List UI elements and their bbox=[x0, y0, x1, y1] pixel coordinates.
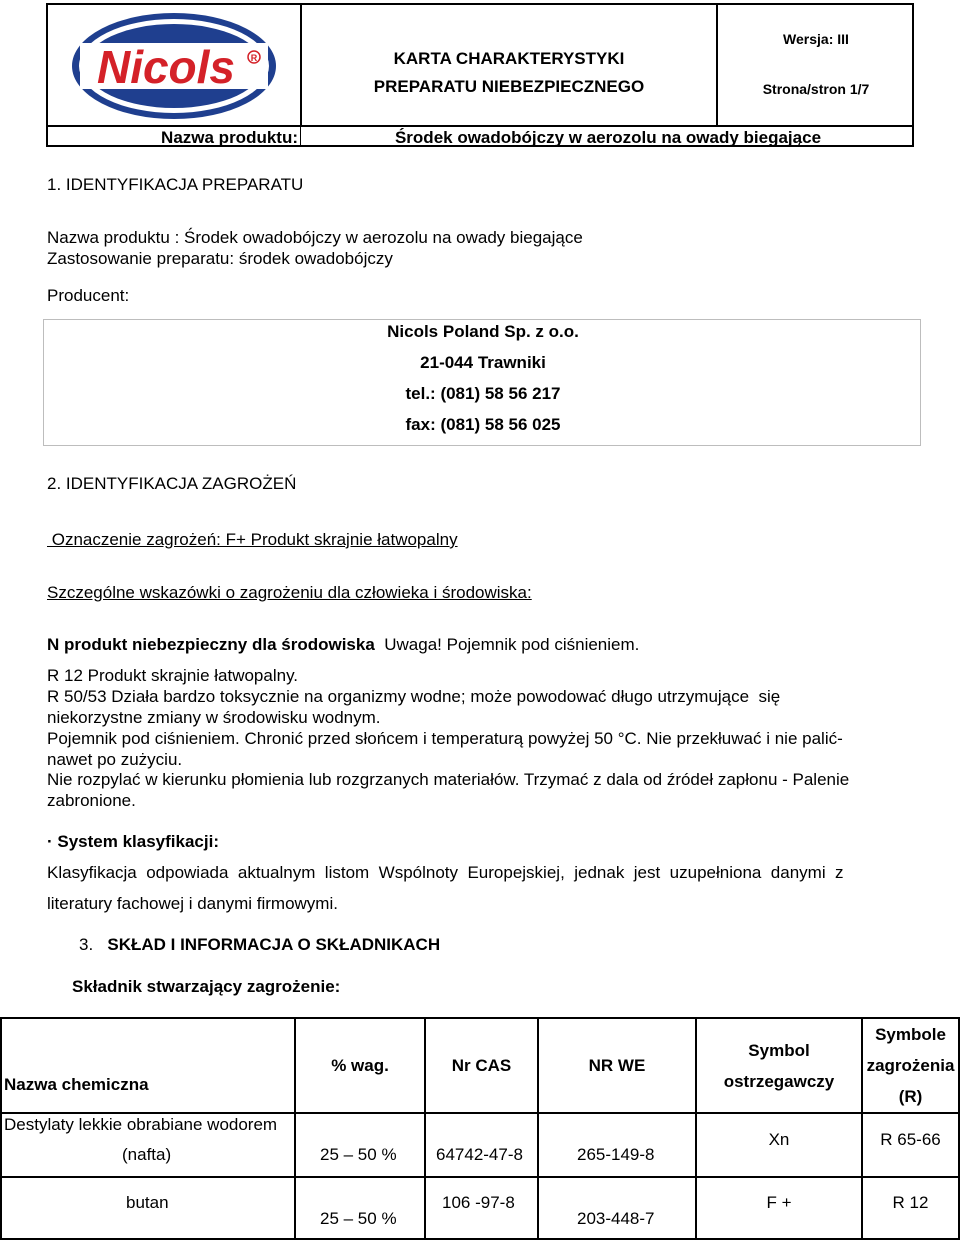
table-row bbox=[1, 1113, 959, 1177]
cell-we bbox=[538, 1177, 696, 1239]
cell-wt bbox=[295, 1177, 425, 1239]
chemical-name: (nafta) bbox=[122, 1145, 172, 1164]
precaution-line: Nie rozpylać w kierunku płomienia lub rozgrzanych materiałów. Trzymać z dala od źródeł zapłonu - Palenie bbox=[47, 770, 850, 789]
column-header: (R) bbox=[898, 1087, 923, 1106]
precaution-line: zabronione. bbox=[47, 791, 136, 810]
producer-name: Nicols Poland Sp. z o.o. bbox=[387, 322, 579, 341]
producer-address: 21-044 Trawniki bbox=[420, 353, 546, 372]
chemical-name: butan bbox=[126, 1193, 169, 1212]
precaution-line: Pojemnik pod ciśnieniem. Chronić przed słońcem i temperaturą powyżej 50 °C. Nie przekłuwać i nie palić- bbox=[47, 729, 843, 748]
header-name-cell bbox=[1, 1018, 295, 1113]
warning-symbol: F + bbox=[766, 1193, 792, 1212]
section1-heading: 1. IDENTYFIKACJA PREPARATU bbox=[47, 175, 304, 194]
table-header-row bbox=[1, 1018, 959, 1113]
header-divider bbox=[300, 125, 301, 147]
brand-text: Nicols bbox=[96, 41, 236, 93]
header-divider bbox=[48, 125, 912, 127]
product-name-line: Nazwa produktu : Środek owadobójczy w aerozolu na owady biegające bbox=[47, 228, 583, 247]
document-header bbox=[46, 3, 914, 147]
r50-line: R 50/53 Działa bardzo toksycznie na organizmy wodne; może powodować długo utrzymujące się bbox=[47, 687, 781, 706]
warning-symbol: Xn bbox=[768, 1130, 790, 1149]
usage-line: Zastosowanie preparatu: środek owadobójczy bbox=[47, 249, 393, 268]
table-row bbox=[1, 1177, 959, 1239]
title-line: PREPARATU NIEBEZPIECZNEGO bbox=[373, 77, 645, 96]
column-header: Symbole bbox=[875, 1025, 946, 1044]
product-name-value: Środek owadobójczy w aerozolu na owady biegające bbox=[394, 128, 822, 147]
cell-symbol bbox=[696, 1177, 862, 1239]
header-hazard-cell bbox=[862, 1018, 959, 1113]
cell-r bbox=[862, 1177, 959, 1239]
classification-heading: · System klasyfikacji: bbox=[47, 832, 219, 851]
cell-we bbox=[538, 1113, 696, 1177]
version-label: Wersja: III bbox=[783, 31, 849, 47]
producer-label: Producent: bbox=[47, 286, 130, 305]
cell-cas bbox=[425, 1113, 538, 1177]
document-title bbox=[302, 45, 716, 101]
header-cas-cell bbox=[425, 1018, 538, 1113]
product-name-label: Nazwa produktu: bbox=[161, 128, 298, 147]
cell-r bbox=[862, 1113, 959, 1177]
section3-title: SKŁAD I INFORMACJA O SKŁADNIKACH bbox=[107, 935, 441, 954]
column-header: Nazwa chemiczna bbox=[4, 1075, 149, 1094]
section3-number: 3. bbox=[79, 935, 94, 954]
cell-cas bbox=[425, 1177, 538, 1239]
nicols-logo bbox=[70, 11, 278, 121]
cell-wt bbox=[295, 1113, 425, 1177]
composition-table bbox=[0, 1017, 960, 1240]
precaution-line: nawet po zużyciu. bbox=[47, 750, 183, 769]
cas-number: 64742-47-8 bbox=[436, 1145, 523, 1164]
title-line: KARTA CHARAKTERYSTYKI bbox=[393, 49, 625, 68]
svg-text:R: R bbox=[250, 53, 258, 63]
special-hazards-heading: Szczególne wskazówki o zagrożeniu dla człowieka i środowiska: bbox=[47, 583, 532, 602]
column-header: ostrzegawczy bbox=[723, 1071, 835, 1091]
cas-number: 106 -97-8 bbox=[442, 1193, 515, 1212]
header-wt-cell bbox=[295, 1018, 425, 1113]
page-indicator: Strona/stron 1/7 bbox=[762, 81, 870, 97]
column-header: % wag. bbox=[331, 1055, 389, 1075]
column-header: zagrożenia bbox=[866, 1056, 955, 1075]
we-number: 265-149-8 bbox=[577, 1145, 655, 1164]
column-header: Nr CAS bbox=[451, 1055, 512, 1075]
weight-percent: 25 – 50 % bbox=[320, 1145, 397, 1164]
r12-line: R 12 Produkt skrajnie łatwopalny. bbox=[47, 666, 299, 685]
r-phrase: R 65-66 bbox=[880, 1130, 941, 1149]
chemical-name: Destylaty lekkie obrabiane wodorem bbox=[4, 1115, 278, 1134]
environment-hazard-rest: Uwaga! Pojemnik pod ciśnieniem. bbox=[384, 635, 640, 654]
environment-hazard-line bbox=[47, 634, 639, 655]
hazardous-component-heading: Składnik stwarzający zagrożenie: bbox=[72, 977, 341, 996]
we-number: 203-448-7 bbox=[577, 1209, 655, 1228]
cell-name bbox=[1, 1177, 295, 1239]
cell-symbol bbox=[696, 1113, 862, 1177]
environment-hazard-bold: N produkt niebezpieczny dla środowiska bbox=[47, 635, 375, 654]
producer-box bbox=[43, 319, 921, 446]
r-phrase: R 12 bbox=[892, 1193, 929, 1212]
r50-line: niekorzystne zmiany w środowisku wodnym. bbox=[47, 708, 381, 727]
cell-name bbox=[1, 1113, 295, 1177]
header-symbol-cell bbox=[696, 1018, 862, 1113]
header-divider bbox=[716, 5, 718, 125]
section2-heading: 2. IDENTYFIKACJA ZAGROŻEŃ bbox=[47, 474, 297, 493]
weight-percent: 25 – 50 % bbox=[320, 1209, 397, 1228]
hazard-designation: Oznaczenie zagrożeń: F+ Produkt skrajnie łatwopalny bbox=[47, 530, 458, 549]
header-we-cell bbox=[538, 1018, 696, 1113]
column-header: NR WE bbox=[588, 1055, 646, 1075]
column-header: Symbol bbox=[748, 1040, 810, 1060]
classification-text: literatury fachowej i danymi firmowymi. bbox=[47, 894, 338, 913]
classification-text: Klasyfikacja odpowiada aktualnym listom Wspólnoty Europejskiej, jednak jest uzupełniona danymi z bbox=[47, 863, 844, 882]
section3-heading bbox=[79, 934, 440, 955]
producer-tel: tel.: (081) 58 56 217 bbox=[405, 384, 561, 403]
producer-fax: fax: (081) 58 56 025 bbox=[405, 415, 561, 434]
